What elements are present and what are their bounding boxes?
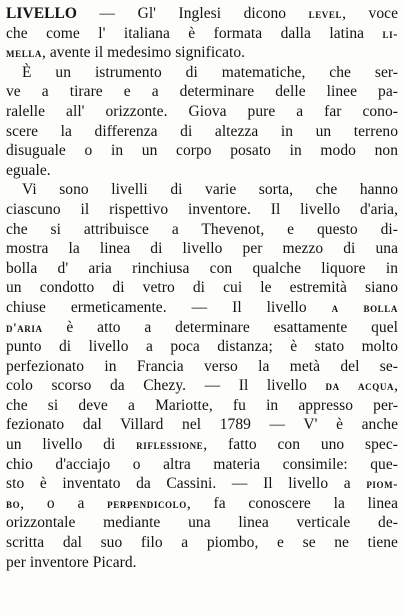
emphasis-term: bo [6,496,21,511]
text-run: che si attribuisce a Thevenot, e questo di- [6,220,398,238]
text-line [6,357,398,377]
text-run: un condotto di vetro di cui le estremità siano [6,279,398,297]
emphasis-term: mella [6,46,43,61]
text-line [6,161,398,181]
text-line [6,318,398,338]
text-run: scritta dal suo filo a piombo, e se ne tiene [6,534,398,552]
text-run: punto di livello a poca distanza; è stato molto [6,338,398,356]
text-run: orizzontale mediante una linea verticale de- [6,514,398,532]
text-line [6,396,398,416]
text-run: ciascuno il rispettivo inventore. Il livello d'aria, [6,200,398,218]
paragraph [6,180,398,572]
text-run: chiuse ermeticamente. — Il livello [6,298,332,316]
paragraph [6,4,398,63]
text-run: , o a [20,494,108,512]
text-run: , fa conoscere la linea [186,494,398,512]
paragraph [6,63,398,181]
emphasis-term: piom- [366,477,398,492]
text-run: È un istrumento di matematiche, che ser- [22,63,398,81]
text-run: perfezionato in Francia verso la metà del se- [6,357,398,375]
text-run: colo scorso da Chezy. — Il livello [6,377,326,395]
text-run: eguale. [6,161,51,179]
headword: LIVELLO [6,5,77,22]
text-run: fezionato dal Villard nel 1789 — V' è anche [6,416,398,434]
text-line [6,376,398,396]
text-line [6,102,398,122]
text-run: ve a tirare e a determinare delle linee pa- [6,83,398,101]
text-line [6,455,398,475]
text-run: un livello di [6,436,137,454]
text-line [6,474,398,494]
text-line [6,259,398,279]
text-run: chio d'acciajo o altra materia consimile: que- [6,455,398,473]
text-line [6,298,398,318]
text-line [6,4,398,24]
text-line [6,533,398,553]
text-line [6,220,398,240]
text-line [6,43,398,63]
text-line [6,415,398,435]
text-run: , fatto con uno spec- [203,436,398,454]
text-run: disuguale o in un corpo posato in modo non [6,142,398,160]
text-line [6,141,398,161]
text-run: che si deve a Mariotte, fu in appresso per- [6,396,398,414]
text-line [6,200,398,220]
text-run: mostra la linea di livello per mezzo di una [6,240,398,258]
text-run: ralelle all' orizzonte. Giova pure a far cono- [6,102,398,120]
text-line [6,239,398,259]
text-line [6,180,398,200]
emphasis-term: d'aria [6,320,43,335]
text-line [6,82,398,102]
text-line [6,435,398,455]
text-run: sto è inventato da Cassini. — Il livello a [6,475,367,493]
text-run: scere la differenza di altezza in un terreno [6,122,398,140]
emphasis-term: perpendicolo [107,496,187,511]
text-line [6,513,398,533]
text-run: , [394,377,398,395]
text-run: che come l' italiana è formata dalla latina [6,24,383,42]
text-line [6,337,398,357]
text-run: per inventore Picard. [6,553,137,571]
emphasis-term: riflessione [136,438,204,453]
emphasis-term: level [308,7,343,21]
emphasis-term: da acqua [325,379,395,394]
emphasis-term: a bolla [331,300,398,315]
text-run: bolla d' aria rinchiusa con qualche liquore in [6,259,398,277]
text-line [6,24,398,44]
emphasis-term: li- [382,26,398,41]
text-line [6,63,398,83]
text-line [6,494,398,514]
text-run: , avente il medesimo significato. [42,44,246,62]
text-line [6,278,398,298]
text-run: Vi sono livelli di varie sorta, che hanno [22,181,398,199]
text-run: , voce [342,5,399,22]
text-line [6,122,398,142]
text-run: — Gl' Inglesi dicono [77,5,309,22]
text-run: è atto a determinare esattamente quel [42,318,398,336]
text-line [6,553,398,573]
article-text [6,4,398,572]
